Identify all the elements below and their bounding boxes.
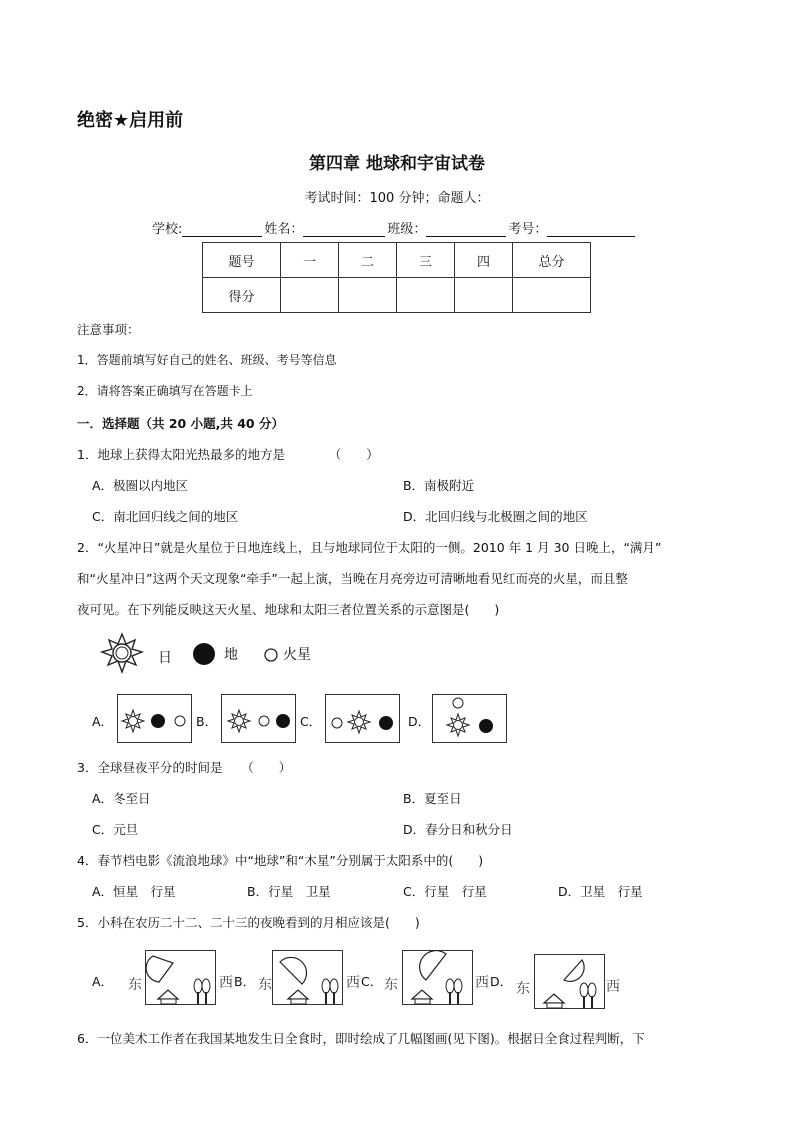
- confidential-label: 绝密★启用前: [77, 110, 184, 131]
- exam-number-label: 考号：: [508, 222, 548, 237]
- legend-earth-label: 地: [224, 647, 238, 663]
- sun-icon: [348, 711, 370, 733]
- option-d[interactable]: D．北回归线与北极圈之间的地区: [403, 509, 588, 524]
- option-c-label: C．: [300, 714, 322, 729]
- option-c-diagram[interactable]: [402, 950, 474, 1006]
- east-label: 东: [516, 981, 530, 997]
- sun-icon: [122, 710, 144, 732]
- question-stem: 3．全球昼夜平分的时间是 （ ）: [77, 760, 292, 775]
- table-cell: 三: [397, 243, 455, 278]
- exam-info: 考试时间：100 分钟；命题人：: [304, 191, 490, 206]
- sun-icon: [228, 710, 250, 732]
- score-cell[interactable]: [397, 278, 455, 313]
- east-label: 东: [384, 977, 398, 993]
- table-cell: 一: [281, 243, 339, 278]
- table-cell: 题号: [203, 243, 281, 278]
- legend-sun-label: 日: [158, 650, 172, 666]
- table-cell: 四: [455, 243, 513, 278]
- mars-icon: [332, 718, 342, 728]
- school-field[interactable]: [182, 222, 262, 237]
- score-cell[interactable]: [455, 278, 513, 313]
- score-table-score-row: [203, 278, 591, 313]
- legend-mars-label: 火星: [283, 647, 311, 663]
- class-field[interactable]: [426, 222, 506, 237]
- student-info-fields: [152, 218, 637, 237]
- mars-icon: [263, 647, 279, 663]
- question-stem: 6．一位美术工作者在我国某地发生日全食时，即时绘成了几幅图画(见下图)。根据日全食过程判断，下: [77, 1031, 645, 1046]
- score-cell[interactable]: [339, 278, 397, 313]
- table-cell: 得分: [203, 278, 281, 313]
- score-table: [202, 242, 591, 313]
- notes-heading: 注意事项：: [77, 322, 140, 337]
- sun-icon: [447, 714, 469, 736]
- school-label: 学校:: [152, 222, 183, 237]
- option-c[interactable]: C．南北回归线之间的地区: [92, 509, 239, 524]
- score-table-header-row: [203, 243, 591, 278]
- option-c-diagram[interactable]: [325, 694, 401, 744]
- option-b[interactable]: B．夏至日: [403, 791, 462, 806]
- mars-icon: [259, 716, 269, 726]
- class-label: 班级：: [387, 222, 427, 237]
- note-item: 1．答题前填写好自己的姓名、班级、考号等信息: [77, 353, 337, 367]
- option-d-diagram[interactable]: [534, 954, 606, 1010]
- west-label: 西: [475, 975, 489, 991]
- option-a[interactable]: A．恒星 行星: [92, 884, 176, 899]
- option-b-diagram[interactable]: [221, 694, 297, 744]
- west-label: 西: [219, 975, 233, 991]
- question-stem: 和“火星冲日”这两个天文现象“牵手”一起上演，当晚在月亮旁边可清晰地看见红而亮的火星，而且整: [77, 571, 628, 586]
- option-d-label: D．: [408, 714, 431, 729]
- question-stem: 1．地球上获得太阳光热最多的地方是 （ ）: [77, 447, 379, 462]
- mars-icon: [453, 698, 463, 708]
- option-b-label: B．: [234, 974, 256, 989]
- section-heading: 一．选择题（共 20 小题,共 40 分）: [77, 416, 284, 431]
- east-label: 东: [128, 977, 142, 993]
- option-c-label: C．: [361, 974, 383, 989]
- option-a[interactable]: A．冬至日: [92, 791, 151, 806]
- west-label: 西: [606, 979, 620, 995]
- option-b-label: B．: [196, 714, 218, 729]
- table-cell: 总分: [513, 243, 591, 278]
- option-a-diagram[interactable]: [117, 694, 193, 744]
- score-cell[interactable]: [513, 278, 591, 313]
- name-field[interactable]: [303, 222, 385, 237]
- option-a[interactable]: A．极圈以内地区: [92, 478, 189, 493]
- question-stem: 2．“火星冲日”就是火星位于日地连线上，且与地球同位于太阳的一侧。2010 年 1 月 30 日晚上，“满月”: [77, 540, 662, 555]
- option-d[interactable]: D．卫星 行星: [558, 884, 643, 899]
- option-d[interactable]: D．春分日和秋分日: [403, 822, 513, 837]
- option-d-label: D．: [490, 974, 513, 989]
- earth-icon: [276, 714, 290, 728]
- option-c[interactable]: C．元旦: [92, 822, 139, 837]
- earth-icon: [379, 716, 393, 730]
- option-d-diagram[interactable]: [432, 694, 508, 744]
- table-cell: 二: [339, 243, 397, 278]
- name-label: 姓名：: [264, 222, 304, 237]
- option-b[interactable]: B．行星 卫星: [247, 884, 331, 899]
- mars-icon: [175, 716, 185, 726]
- east-label: 东: [258, 977, 272, 993]
- option-a-diagram[interactable]: [145, 950, 217, 1006]
- earth-icon: [479, 719, 493, 733]
- question-stem: 夜可见。在下列能反映这天火星、地球和太阳三者位置关系的示意图是( ): [77, 602, 500, 617]
- question-stem: 4．春节档电影《流浪地球》中“地球”和“木星”分别属于太阳系中的( ): [77, 853, 484, 868]
- score-cell[interactable]: [281, 278, 339, 313]
- option-c[interactable]: C．行星 行星: [403, 884, 487, 899]
- exam-number-field[interactable]: [547, 222, 635, 237]
- option-b[interactable]: B．南极附近: [403, 478, 475, 493]
- west-label: 西: [346, 975, 360, 991]
- option-a-label: A．: [92, 714, 114, 729]
- note-item: 2．请将答案正确填写在答题卡上: [77, 384, 253, 398]
- option-a-label: A．: [92, 974, 114, 989]
- question-stem: 5．小科在农历二十二、二十三的夜晚看到的月相应该是( ): [77, 915, 420, 930]
- earth-icon: [191, 641, 217, 667]
- option-b-diagram[interactable]: [272, 950, 344, 1006]
- sun-icon: [100, 632, 140, 676]
- earth-icon: [151, 714, 165, 728]
- page-title: 第四章 地球和宇宙试卷: [309, 154, 485, 174]
